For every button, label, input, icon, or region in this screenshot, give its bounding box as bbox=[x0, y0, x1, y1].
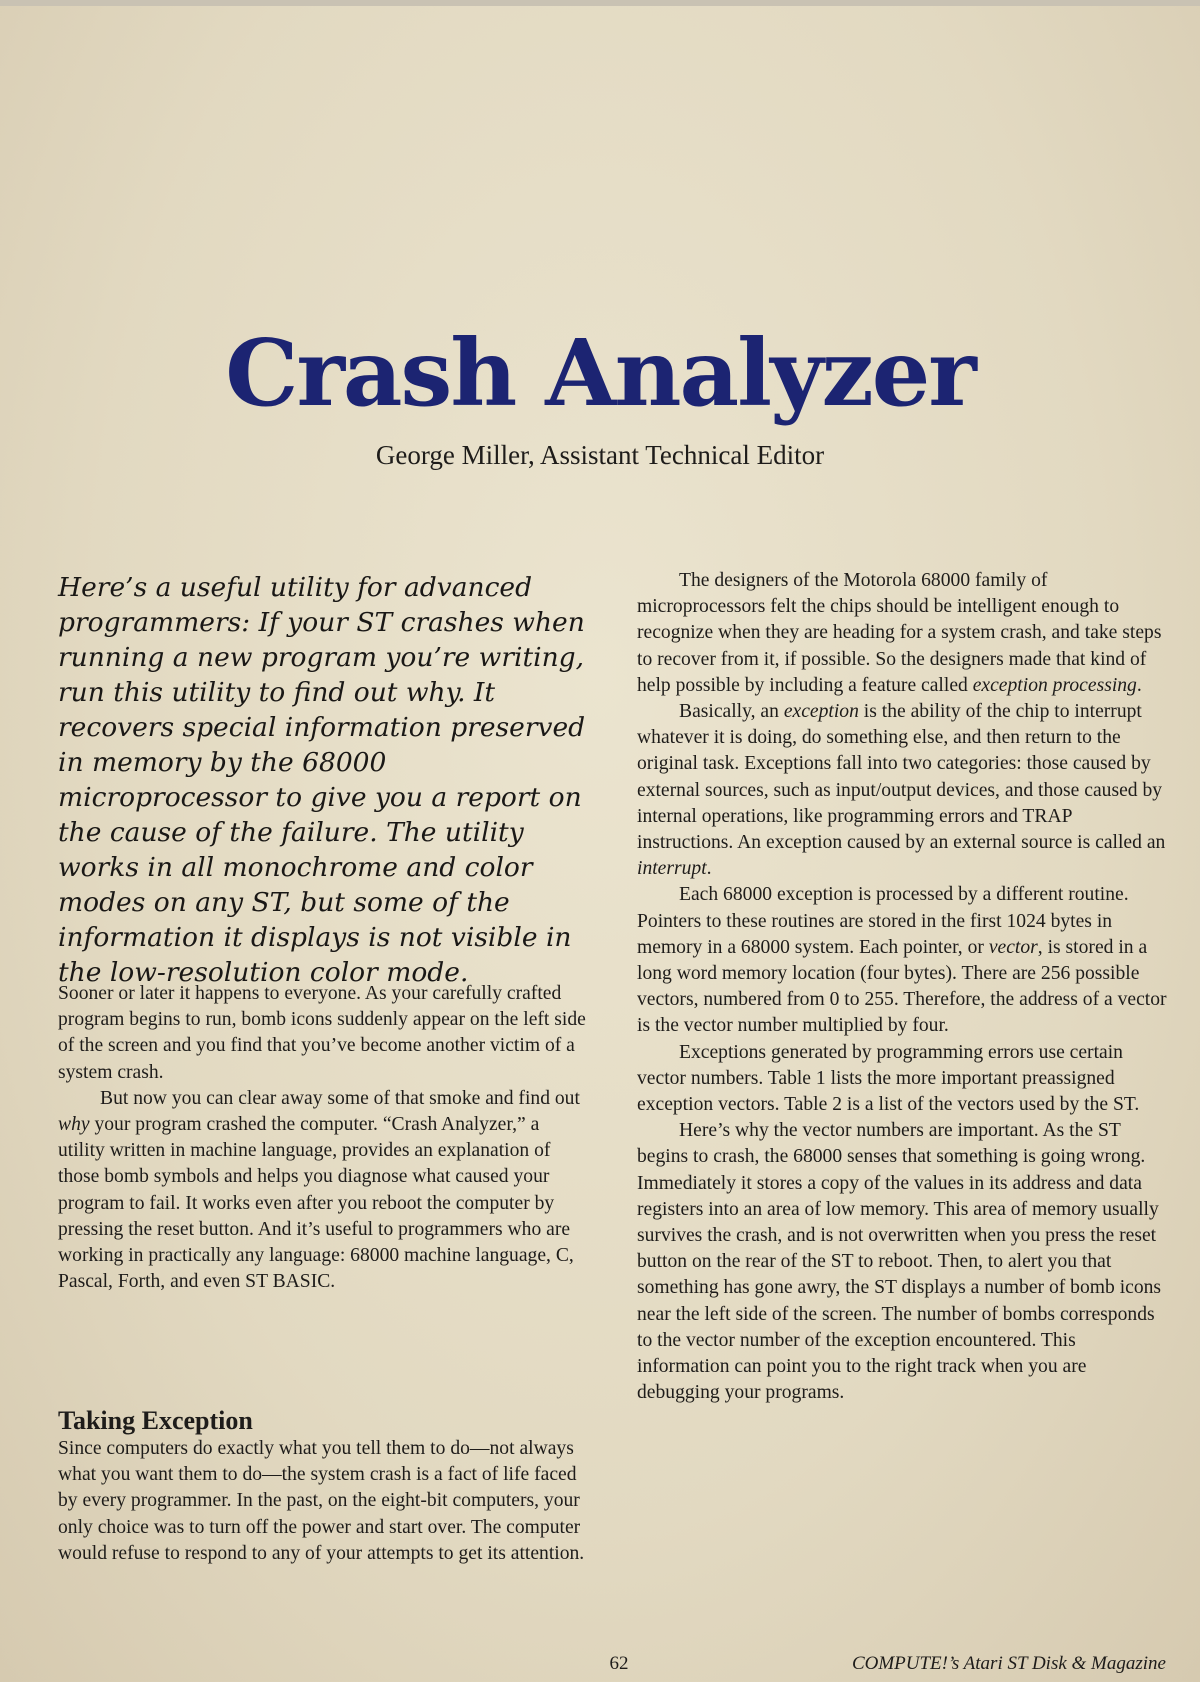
left-paragraph-3: Since computers do exactly what you tell them to do—not always what you want them to do—the system crash is a fact of life faced by every programmer. In the past, on the eight-bit computers, your only choice was to turn off the power and start over. The computer would refuse to respond to any of your attempts to get its attention. bbox=[58, 1438, 585, 1564]
right-paragraph-2 bbox=[637, 699, 1167, 882]
right-paragraph-3-emphasis: vector bbox=[988, 936, 1038, 958]
left-column-section-body bbox=[58, 1436, 588, 1567]
right-paragraph-3 bbox=[637, 882, 1167, 1039]
right-paragraph-2-c: . bbox=[706, 858, 712, 880]
right-paragraph-2-emphasis-2: interrupt bbox=[637, 858, 707, 880]
left-paragraph-2-start: But now you can clear away some of that smoke and find out bbox=[100, 1087, 580, 1109]
article-byline: George Miller, Assistant Technical Editor bbox=[375, 440, 825, 470]
right-paragraph-5: Here’s why the vector numbers are important. As the ST begins to crash, the 68000 senses that something is going wrong. Immediately it stores a copy of the values in its address and data registers into an area of low memory. This area of memory usually survives the crash, and is not overwritten when you press the reset button on the rear of the ST to reboot. Then, to alert you that something has gone awry, the ST displays a number of bomb icons near the left side of the screen. The number of bombs corresponds to the vector number of the exception encountered. This information can point you to the right track when you are debugging your programs. bbox=[637, 1120, 1162, 1404]
right-paragraph-1-start: The designers of the Motorola 68000 family of microprocessors felt the chips should be intelligent enough to recognize when they are heading for a system crash, and take steps to recover from it, if possible. So the designers made that kind of help possible by including a feature called bbox=[637, 570, 1162, 696]
right-paragraph-3-a: Each 68000 exception is processed by a different routine. Pointers to these routines are stored in the first 1024 bytes in memory in a 68000 system. Each pointer, or bbox=[637, 884, 1129, 958]
section-heading: Taking Exception bbox=[58, 1406, 253, 1435]
right-paragraph-2-emphasis-1: exception bbox=[783, 701, 859, 723]
page-number: 62 bbox=[609, 1653, 629, 1674]
right-paragraph-1-emphasis: exception processing bbox=[972, 674, 1137, 696]
article-title: Crash Analyzer bbox=[225, 319, 975, 427]
right-paragraph-1-end: . bbox=[1136, 674, 1142, 696]
right-paragraph-4: Exceptions generated by programming errors use certain vector numbers. Table 1 lists the more important preassigned exception vectors. Table 2 is a list of the vectors used by the ST. bbox=[637, 1041, 1140, 1116]
magazine-name: COMPUTE!’s Atari ST Disk & Magazine bbox=[851, 1653, 1166, 1674]
left-paragraph-2-end: your program crashed the computer. “Crash Analyzer,” a utility written in machine language, provides an explanation of those bomb symbols and helps you diagnose what caused your program to fail. It works even after you reboot the computer by pressing the reset button. And it’s useful to programmers who are working in practically any language: 68000 machine language, C, Pascal, Forth, and even ST BASIC. bbox=[58, 1114, 574, 1293]
left-paragraph-2-emphasis: why bbox=[58, 1114, 90, 1136]
article-deck: Here’s a useful utility for advanced programmers: If your ST crashes when running a new program you’re writing, run this utility to find out why. It recovers special information preserved in memory by the 68000 microprocessor to give you a report on the cause of the failure. The utility works in all monochrome and color modes on any ST, but some of the information it displays is not visible in the low-resolution color mode. bbox=[58, 572, 586, 988]
right-column-body bbox=[637, 568, 1167, 1407]
right-paragraph-1 bbox=[637, 568, 1167, 699]
right-paragraph-3-b: , is stored in a long word memory location (four bytes). There are 256 possible vectors, numbered from 0 to 255. Therefore, the address of a vector is the vector number multiplied by four. bbox=[637, 936, 1167, 1037]
left-paragraph-1: Sooner or later it happens to everyone. As your carefully crafted program begins to run, bomb icons suddenly appear on the left side of the screen and you find that you’ve become another victim of a system crash. bbox=[58, 983, 586, 1083]
left-paragraph-2 bbox=[58, 1086, 588, 1296]
scan-edge bbox=[0, 0, 1200, 6]
left-column-body bbox=[58, 981, 588, 1295]
right-paragraph-2-b: is the ability of the chip to interrupt whatever it is doing, do something else, and then return to the original task. Exceptions fall into two categories: those caused by external sources, such as input/output devices, and those caused by internal operations, like programming errors and TRAP instructions. An exception caused by an external source is called an bbox=[637, 701, 1166, 854]
right-paragraph-2-a: Basically, an bbox=[679, 701, 784, 723]
